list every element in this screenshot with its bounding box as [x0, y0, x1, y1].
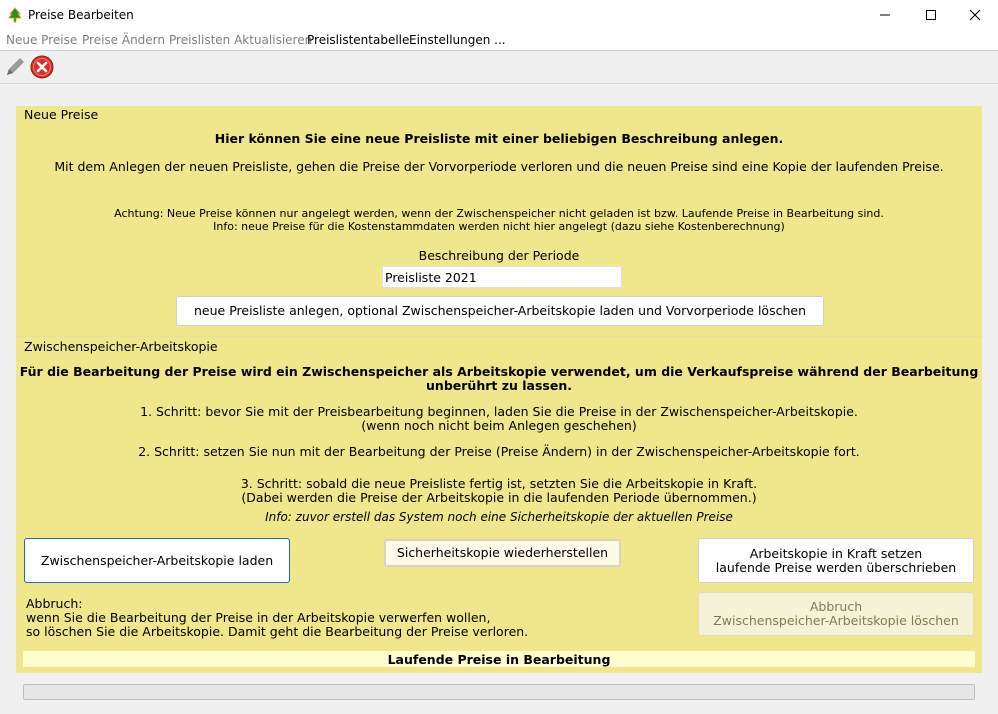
close-window-button[interactable]: [952, 0, 998, 30]
abort-button-line1: Abbruch: [809, 599, 863, 614]
main-panel: [16, 106, 982, 673]
menu-preislistentabelle[interactable]: Preislistentabelle: [307, 33, 410, 47]
menu-bar: [0, 30, 998, 51]
step3-line1: 3. Schritt: sobald die neue Preisliste fertig ist, setzten Sie die Arbeitskopie in Kraft.: [240, 476, 758, 491]
step1-line1: 1. Schritt: bevor Sie mit der Preisbearbeitung beginnen, laden Sie die Preise in der Zwischenspeicher-Arbeitskopie.: [140, 404, 858, 419]
minimize-icon: [879, 9, 891, 21]
section-title-neue-preise: Neue Preise: [24, 107, 99, 122]
edit-button[interactable]: [3, 55, 27, 79]
red-x-icon: [30, 55, 54, 79]
status-text: Laufende Preise in Bearbeitung: [387, 652, 611, 667]
menu-einstellungen[interactable]: Einstellungen ...: [409, 33, 506, 47]
zwischenspeicher-heading-2: unberührt zu lassen.: [426, 378, 572, 393]
toolbar: [0, 51, 998, 84]
neue-preise-description: Mit dem Anlegen der neuen Preisliste, gehen die Preise der Vorvorperiode verloren und die neuen Preise sind eine Kopie der laufenden Preise.: [54, 159, 944, 174]
maximize-button[interactable]: [908, 0, 954, 30]
create-pricelist-button[interactable]: neue Preisliste anlegen, optional Zwischenspeicher-Arbeitskopie laden und Vorvorperiode löschen: [176, 296, 824, 326]
neue-preise-heading: Hier können Sie eine neue Preisliste mit einer beliebigen Beschreibung anlegen.: [214, 131, 784, 146]
minimize-button[interactable]: [862, 0, 908, 30]
abort-delete-button[interactable]: [698, 592, 974, 636]
close-button[interactable]: [30, 55, 54, 79]
status-bar: [23, 651, 975, 667]
menu-preise-aendern[interactable]: Preise Ändern: [82, 33, 166, 47]
title-bar: [0, 0, 998, 30]
progress-bar: [23, 684, 975, 700]
abort-button-line2: Zwischenspeicher-Arbeitskopie löschen: [713, 613, 959, 628]
menu-neue-preise[interactable]: Neue Preise: [6, 33, 78, 47]
abort-line2: so löschen Sie die Arbeitskopie. Damit geht die Bearbeitung der Preise verloren.: [26, 624, 529, 639]
abort-line1: wenn Sie die Bearbeitung der Preise in der Arbeitskopie verwerfen wollen,: [26, 610, 491, 625]
window-title: Preise Bearbeiten: [28, 8, 134, 22]
maximize-icon: [925, 9, 937, 21]
neue-preise-warning: Achtung: Neue Preise können nur angelegt werden, wenn der Zwischenspeicher nicht geladen ist bzw. Laufende Preise in Bearbeitung sind.: [114, 207, 884, 220]
step1-line2: (wenn noch nicht beim Anlegen geschehen): [361, 418, 637, 433]
section-divider: [16, 336, 982, 337]
period-input[interactable]: [382, 266, 622, 288]
restore-backup-button[interactable]: Sicherheitskopie wiederherstellen: [384, 539, 621, 567]
tree-icon: [7, 7, 23, 23]
neue-preise-info: Info: neue Preise für die Kostenstammdaten werden nicht hier angelegt (dazu siehe Kostenberechnung): [213, 220, 785, 233]
section-title-zwischenspeicher: Zwischenspeicher-Arbeitskopie: [24, 339, 218, 354]
step3-line2: (Dabei werden die Preise der Arbeitskopie in die laufenden Periode übernommen.): [241, 490, 757, 505]
abort-title: Abbruch:: [26, 596, 83, 611]
apply-button-line1: Arbeitskopie in Kraft setzen: [749, 545, 923, 561]
close-icon: [969, 9, 981, 21]
period-label: Beschreibung der Periode: [418, 248, 580, 263]
pencil-icon: [3, 55, 27, 79]
zwischenspeicher-heading-1: Für die Bearbeitung der Preise wird ein Zwischenspeicher als Arbeitskopie verwendet, um die Verkaufspreise während der Bearbeitung: [19, 364, 979, 379]
abort-description: [26, 597, 528, 639]
menu-preislisten-aktualisieren[interactable]: Preislisten Aktualisieren: [169, 33, 313, 47]
apply-button-line2: laufende Preise werden überschrieben: [715, 559, 957, 575]
step2-text: 2. Schritt: setzen Sie nun mit der Bearbeitung der Preise (Preise Ändern) in der Zwischenspeicher-Arbeitskopie fort.: [138, 444, 860, 459]
apply-workcopy-button[interactable]: [698, 538, 974, 583]
info-text: Info: zuvor erstell das System noch eine Sicherheitskopie der aktuellen Preise: [265, 510, 733, 524]
load-workcopy-button[interactable]: Zwischenspeicher-Arbeitskopie laden: [24, 538, 290, 583]
